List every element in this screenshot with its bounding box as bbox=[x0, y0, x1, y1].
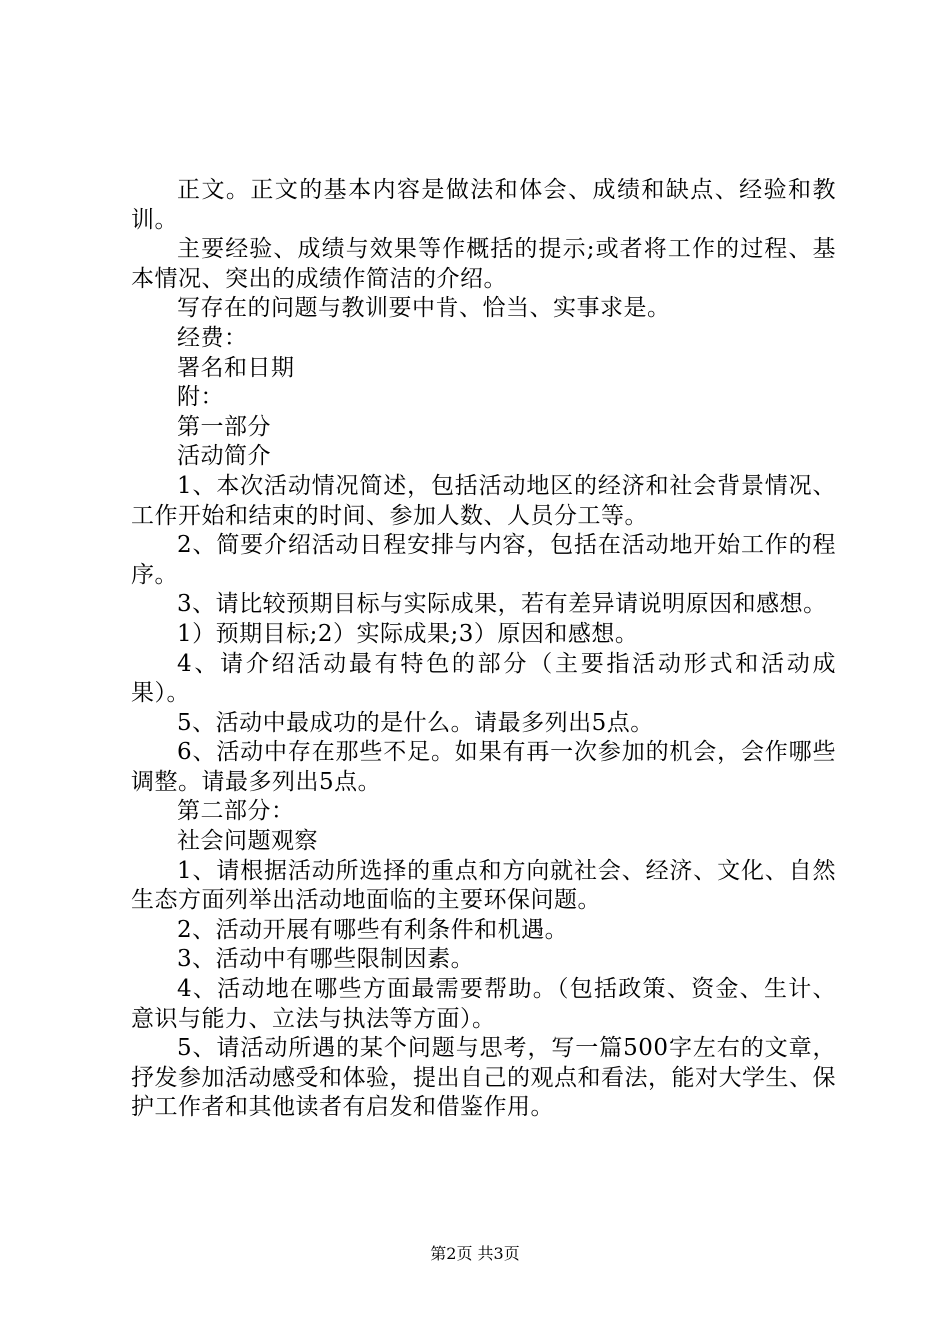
list-item: 5、请活动所遇的某个问题与思考，写一篇500字左右的文章，抒发参加活动感受和体验，提出自己的观点和看法，能对大学生、保护工作者和其他读者有启发和借鉴作用。 bbox=[131, 1035, 836, 1121]
body-paragraph: 经费： bbox=[177, 324, 248, 351]
list-item: 3、活动中有哪些限制因素。 bbox=[177, 946, 475, 973]
section-subheading: 活动简介 bbox=[177, 443, 271, 470]
list-item: 6、活动中存在那些不足。如果有再一次参加的机会，会作哪些调整。请最多列出5点。 bbox=[131, 739, 836, 795]
section-heading: 第二部分： bbox=[177, 798, 295, 825]
body-paragraph: 附： bbox=[177, 384, 224, 411]
list-item: 1）预期目标;2）实际成果;3）原因和感想。 bbox=[177, 620, 639, 647]
section-subheading: 社会问题观察 bbox=[177, 828, 318, 855]
list-item: 4、活动地在哪些方面最需要帮助。（包括政策、资金、生计、意识与能力、立法与执法等方面）。 bbox=[131, 976, 836, 1032]
section-heading: 第一部分 bbox=[177, 413, 271, 440]
list-item: 2、活动开展有哪些有利条件和机遇。 bbox=[177, 916, 569, 943]
list-item: 3、请比较预期目标与实际成果，若有差异请说明原因和感想。 bbox=[177, 591, 827, 618]
list-item: 1、请根据活动所选择的重点和方向就社会、经济、文化、自然生态方面列举出活动地面临的主要环保问题。 bbox=[131, 857, 836, 914]
body-paragraph: 署名和日期 bbox=[177, 354, 295, 381]
list-item: 5、活动中最成功的是什么。请最多列出5点。 bbox=[177, 709, 654, 736]
list-item: 4、请介绍活动最有特色的部分（主要指活动形式和活动成果）。 bbox=[131, 650, 836, 707]
page-number-footer: 第2页 共3页 bbox=[430, 1244, 520, 1263]
list-item: 2、简要介绍活动日程安排与内容，包括在活动地开始工作的程序。 bbox=[131, 532, 836, 588]
body-paragraph: 写存在的问题与教训要中肯、恰当、实事求是。 bbox=[177, 295, 671, 322]
document-body bbox=[131, 176, 836, 1123]
list-item: 1、本次活动情况简述，包括活动地区的经济和社会背景情况、工作开始和结束的时间、参加人数、人员分工等。 bbox=[131, 472, 836, 529]
body-paragraph: 主要经验、成绩与效果等作概括的提示;或者将工作的过程、基本情况、突出的成绩作简洁的介绍。 bbox=[131, 236, 836, 292]
body-paragraph: 正文。正文的基本内容是做法和体会、成绩和缺点、经验和教训。 bbox=[131, 177, 836, 233]
